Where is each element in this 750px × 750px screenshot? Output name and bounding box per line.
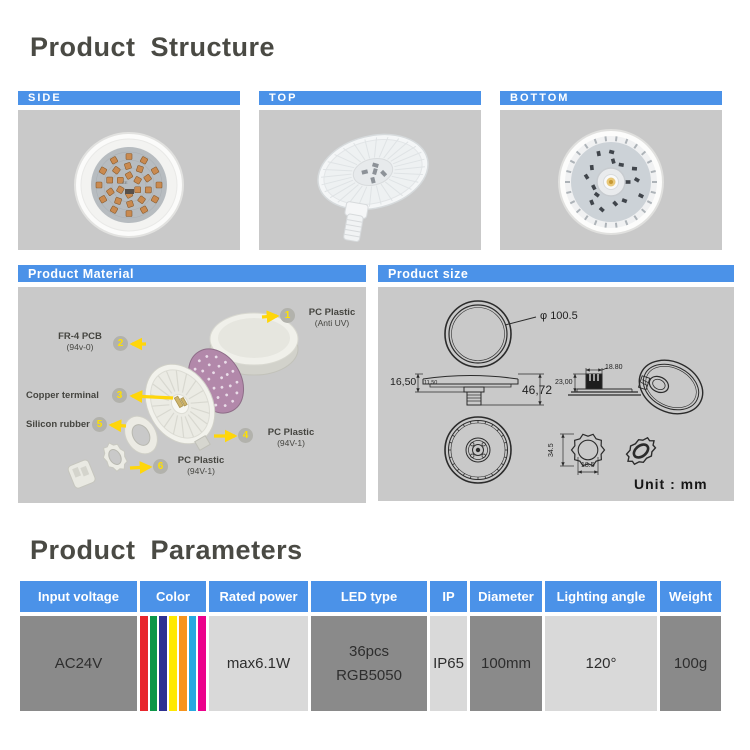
cell-ip: IP65 [430,616,467,711]
size-header: Product size [378,265,734,282]
view-image-top [259,110,481,250]
bottom-view-photo [500,110,722,250]
header-input-voltage: Input voltage [20,581,137,612]
header-led-type: LED type [311,581,427,612]
product-views-row [18,91,722,250]
svg-text:CE: CE [122,180,128,185]
view-header-top: TOP [259,91,481,105]
part-label-4: PC Plastic (94V-1) [267,427,315,448]
part-label-3: Copper terminal [26,390,99,401]
view-panel-top [259,91,481,250]
part-label-1: PC Plastic (Anti UV) [308,307,356,328]
part-badge-3: 3 [112,388,127,403]
dim-total-height-label: 46,72 [522,383,553,397]
part-badge-5: 5 [92,417,107,432]
header-ip: IP [430,581,467,612]
header-lighting-angle: Lighting angle [545,581,657,612]
part-label-2: FR-4 PCB (94v-0) [58,331,102,352]
parameters-table [20,581,721,711]
side-view-photo [18,110,240,250]
cell-color-stripes [140,616,206,711]
view-image-side [18,110,240,250]
led-type-count: 36pcs [348,642,390,660]
size-panel [378,265,734,501]
cell-weight: 100g [660,616,721,711]
dim-left-height-label: 16,50 [390,376,417,388]
table-header-row [20,581,721,612]
header-rated-power: Rated power [209,581,308,612]
header-diameter: Diameter [470,581,542,612]
part-connector [67,459,96,489]
parameters-title: Product Parameters [30,535,303,565]
part-badge-6: 6 [153,459,168,474]
cell-rated-power: max6.1W [209,616,308,711]
part-label-6: PC Plastic (94V-1) [177,455,225,476]
view-header-side: SIDE [18,91,240,105]
view-panel-side [18,91,240,250]
part-label-5: Silicon rubber [26,419,90,430]
dim-mount-height-label: 23,00 [555,379,573,386]
material-header: Product Material [18,265,366,282]
header-color: Color [140,581,206,612]
part-nut [98,438,132,475]
view-header-bottom: BOTTOM [500,91,722,105]
cell-lighting-angle: 120° [545,616,657,711]
dim-inner-label: 11.50 [424,380,438,386]
top-view-photo [259,110,481,250]
dim-nut-hole-label: 18.5 [581,462,595,469]
dim-thread-width-label: 18.80 [605,364,623,371]
size-diagram [378,287,734,501]
cell-input-voltage: AC24V [20,616,137,711]
table-data-row [20,616,721,711]
view-image-bottom [500,110,722,250]
part-badge-4: 4 [238,428,253,443]
cell-diameter: 100mm [470,616,542,711]
part-badge-1: 1 [280,308,295,323]
led-type-model: RGB5050 [336,666,402,684]
unit-label: Unit : mm [634,476,708,492]
material-diagram [18,287,366,503]
dim-diameter-label: φ 100.5 [540,310,578,322]
part-badge-2: 2 [113,336,128,351]
dim-nut-diameter-label: 34.5 [548,443,555,457]
cell-led-type [311,616,427,711]
header-weight: Weight [660,581,721,612]
view-panel-bottom [500,91,722,250]
structure-title: Product Structure [30,32,276,62]
material-panel [18,265,366,503]
